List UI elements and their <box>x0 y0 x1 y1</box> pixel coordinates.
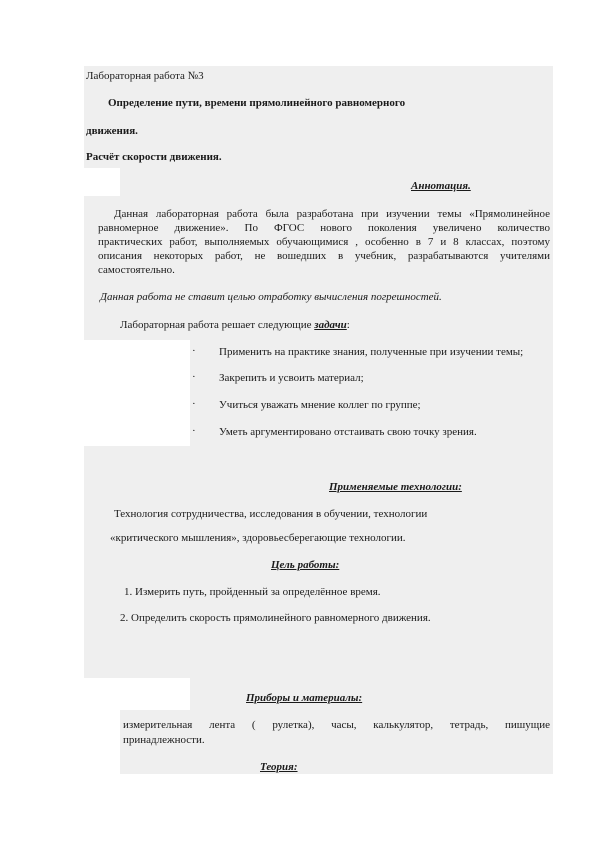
annotation-line-3: практических работ, выполняемых обучающимися , особенно в 7 и 8 классах, поэтому <box>98 236 550 248</box>
materials-line-2: принадлежности. <box>123 734 205 746</box>
task-item-4: Уметь аргументировано отстаивать свою точку зрения. <box>219 426 477 438</box>
bullet-4: · <box>192 425 196 437</box>
goal-item-1: 1. Измерить путь, пройденный за определённое время. <box>124 586 381 598</box>
task-item-1: Применить на практике знания, полученные при изучении темы; <box>219 346 524 358</box>
tech-line-2: «критического мышления», здоровьесберегающие технологии. <box>110 532 406 544</box>
task-item-3: Учиться уважать мнение коллег по группе; <box>219 399 421 411</box>
tech-line-1: Технология сотрудничества, исследования в обучении, технологии <box>114 508 428 520</box>
bullet-2: · <box>192 371 196 383</box>
note: Данная работа не ставит целью отработку вычисления погрешностей. <box>100 291 442 303</box>
materials-heading: Приборы и материалы: <box>246 692 363 704</box>
task-item-2: Закрепить и усвоить материал; <box>219 372 364 384</box>
tasks-word: задачи <box>314 319 347 331</box>
tech-heading: Применяемые технологии: <box>329 481 462 493</box>
tasks-colon: : <box>346 319 350 331</box>
subtitle: Расчёт скорости движения. <box>86 151 222 163</box>
theory-heading: Теория: <box>260 761 298 773</box>
annotation-heading: Аннотация. <box>411 180 471 192</box>
title-line-1: Определение пути, времени прямолинейного равномерного <box>108 97 406 109</box>
tasks-intro <box>120 318 350 332</box>
bg-materials <box>190 678 553 710</box>
tasks-intro-text: Лабораторная работа решает следующие <box>120 319 315 331</box>
bg-gap <box>84 638 553 678</box>
goal-heading: Цель работы: <box>271 559 340 571</box>
materials-line-1: измерительная лента ( рулетка), часы, калькулятор, тетрадь, пишущие <box>123 719 550 731</box>
bullet-1: · <box>192 345 196 357</box>
doc-header: Лабораторная работа №3 <box>86 70 204 82</box>
goal-item-2: 2. Определить скорость прямолинейного равномерного движения. <box>120 612 431 624</box>
annotation-line-4: описания некоторых работ, не вошедших в учебник, разрабатываются учителями <box>98 250 550 262</box>
annotation-line-1 <box>98 207 550 221</box>
bullet-3: · <box>192 398 196 410</box>
bg-annotation <box>120 168 553 196</box>
annotation-line-2: равномерное движение». По ФГОС нового поколения увеличено количество <box>98 222 550 234</box>
annotation-line-5: самостоятельно. <box>98 264 175 276</box>
annotation-text-1: Данная лабораторная работа была разработана при изучении темы «Прямолинейное <box>114 208 550 220</box>
title-line-2: движения. <box>86 125 138 137</box>
